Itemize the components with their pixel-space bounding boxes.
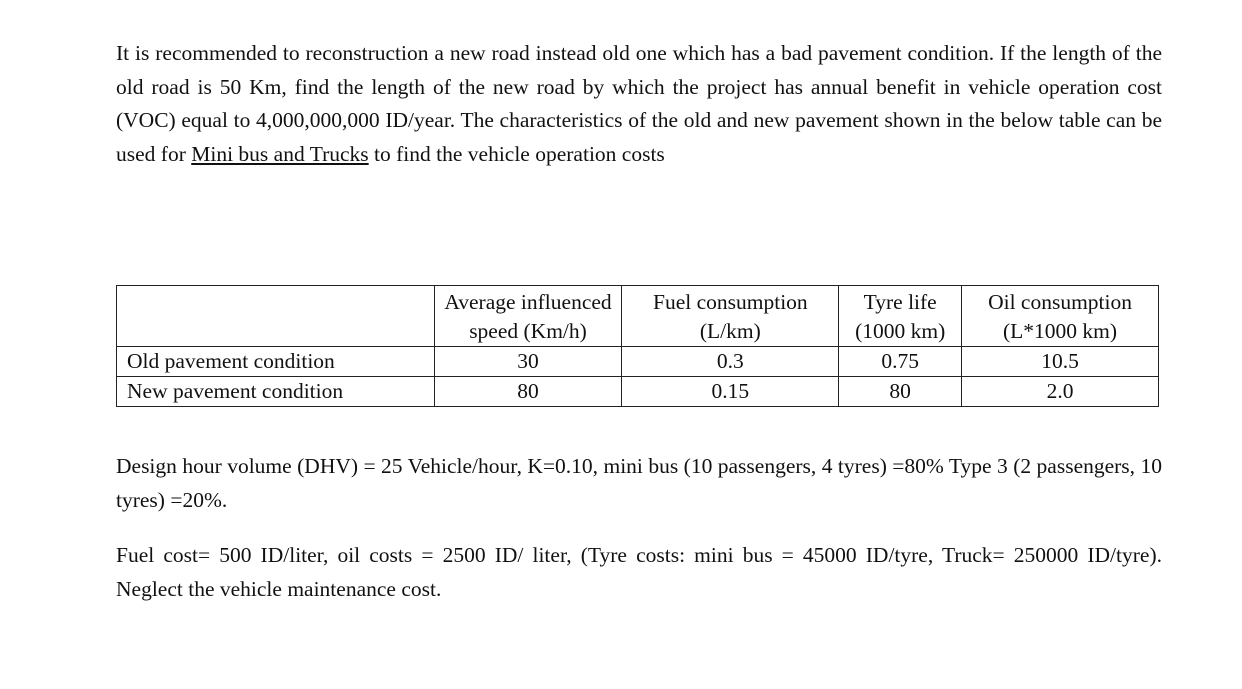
problem-statement-part1: It is recommended to reconstruction a new road instead old one which has a bad pavement condition. If the length of the old road is 50 Km, find the length of the new road by which the project has annual benefit in vehicle operation cost (VOC) equal to 4,000,000,000 ID/year. The characteristics of the old and new pavement shown in the below table can be used for [116,41,1162,166]
cell-old-tyre: 0.75 [839,347,962,377]
cell-new-tyre: 80 [839,377,962,407]
cell-old-oil: 10.5 [962,347,1159,377]
cost-data-text: Fuel cost= 500 ID/liter, oil costs = 2500 ID/ liter, (Tyre costs: mini bus = 45000 ID/tyre, Truck= 250000 ID/tyre). Neglect the vehicle maintenance cost. [116,543,1162,601]
cell-new-fuel: 0.15 [622,377,839,407]
cell-new-speed: 80 [434,377,622,407]
cell-old-fuel: 0.3 [622,347,839,377]
problem-statement [116,37,1162,171]
table-row [117,377,1159,407]
header-oil-consumption: Oil consumption (L*1000 km) [962,286,1159,347]
table-row [117,347,1159,377]
cell-new-oil: 2.0 [962,377,1159,407]
header-empty [117,286,435,347]
header-fuel-consumption: Fuel consumption (L/km) [622,286,839,347]
cell-old-speed: 30 [434,347,622,377]
table-header-row [117,286,1159,347]
pavement-characteristics-table [116,285,1159,407]
problem-statement-part2: to find the vehicle operation costs [368,141,665,166]
design-hour-volume-text: Design hour volume (DHV) = 25 Vehicle/hour, K=0.10, mini bus (10 passengers, 4 tyres) =80% Type 3 (2 passengers, 10 tyres) =20%. [116,454,1162,512]
vehicle-types-underlined: Mini bus and Trucks [191,141,369,166]
row-label-new: New pavement condition [117,377,435,407]
header-average-speed: Average influenced speed (Km/h) [434,286,622,347]
header-tyre-life: Tyre life (1000 km) [839,286,962,347]
row-label-old: Old pavement condition [117,347,435,377]
